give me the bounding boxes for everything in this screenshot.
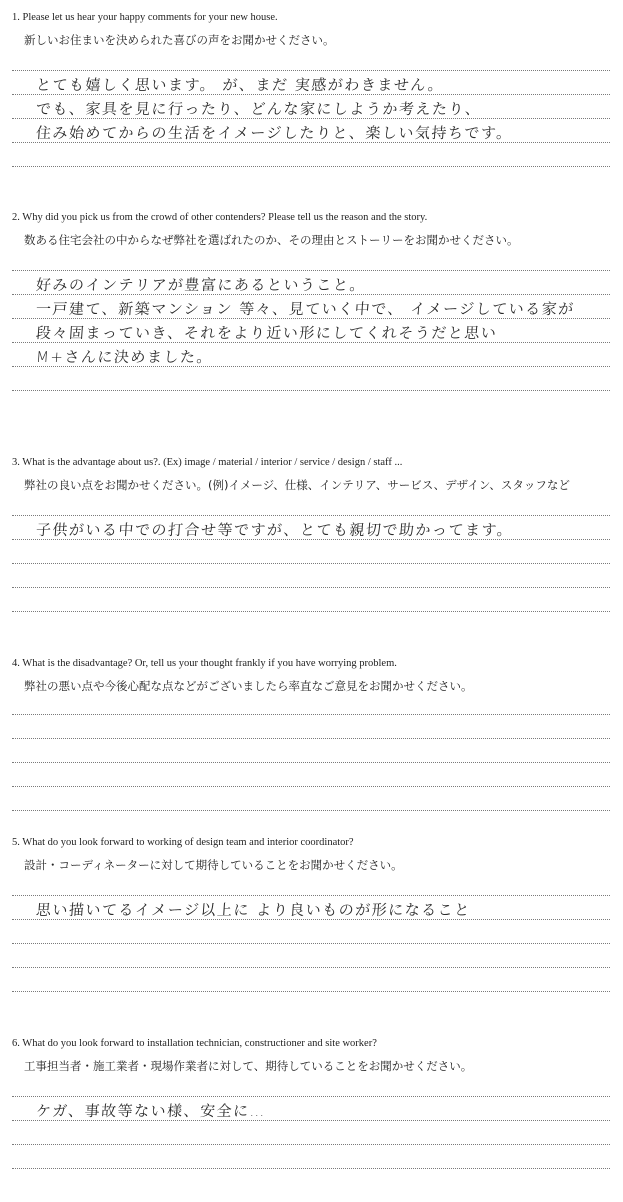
- answer-line: [12, 118, 610, 119]
- question-5-japanese: 設計・コーディネーターに対して期待していることをお聞かせください。: [24, 858, 403, 872]
- answer-line: [12, 366, 610, 367]
- answer-line: [12, 515, 610, 516]
- question-4-english: 4. What is the disadvantage? Or, tell us your thought frankly if you have worrying problem.: [12, 658, 397, 669]
- answer-3-line-1: 子供がいる中での打合せ等ですが、とても親切で助かってます。: [35, 521, 514, 539]
- answer-line: [12, 1096, 610, 1097]
- answer-line: [12, 270, 610, 271]
- question-5-english: 5. What do you look forward to working of design team and interior coordinator?: [12, 837, 354, 848]
- question-section-5: [0, 825, 623, 1015]
- answer-line: [12, 943, 610, 944]
- answer-line: [12, 786, 610, 787]
- question-1-english: 1. Please let us hear your happy comments for your new house.: [12, 12, 278, 23]
- answer-line: [12, 563, 610, 564]
- question-3-japanese: 弊社の良い点をお聞かせください。(例)イメージ、仕様、インテリア、サービス、デザイン、スタッフなど: [24, 478, 570, 492]
- answer-1-line-2: でも、家具を見に行ったり、どんな家にしようか考えたり、: [35, 100, 483, 118]
- answer-line: [12, 142, 610, 143]
- answer-5-line-1: 思い描いてるイメージ以上に より良いものが形になること: [35, 901, 472, 919]
- question-2-japanese: 数ある住宅会社の中からなぜ弊社を選ばれたのか、その理由とストーリーをお聞かせください。: [24, 233, 519, 247]
- answer-line: [12, 390, 610, 391]
- question-section-3: [0, 445, 623, 635]
- answer-line: [12, 1120, 610, 1121]
- question-6-japanese: 工事担当者・施工業者・現場作業者に対して、期待していることをお聞かせください。: [24, 1059, 473, 1073]
- answer-line: [12, 1168, 610, 1169]
- answer-line: [12, 342, 610, 343]
- answer-line: [12, 919, 610, 920]
- answer-line: [12, 991, 610, 992]
- answer-line: [12, 70, 610, 71]
- answer-line: [12, 587, 610, 588]
- answer-line: [12, 294, 610, 295]
- question-section-4: [0, 650, 623, 830]
- question-6-english: 6. What do you look forward to installation technician, constructioner and site worker?: [12, 1038, 377, 1049]
- answer-2-line-4: M+さんに決めました。: [35, 348, 214, 366]
- question-section-6: [0, 1030, 623, 1202]
- answer-line: [12, 895, 610, 896]
- answer-line: [12, 762, 610, 763]
- answer-line: [12, 738, 610, 739]
- answer-line: [12, 94, 610, 95]
- answer-2-line-2: 一戸建て、新築マンション 等々、見ていく中で、 イメージしている家が: [35, 300, 576, 318]
- answer-line: [12, 539, 610, 540]
- answer-6-line-1: ケガ、事故等ない様、安全に…: [35, 1102, 267, 1120]
- answer-line: [12, 1144, 610, 1145]
- answer-line: [12, 967, 610, 968]
- answer-line: [12, 714, 610, 715]
- question-section-1: [0, 0, 623, 190]
- answer-line: [12, 166, 610, 167]
- answer-1-line-3: 住み始めてからの生活をイメージしたりと、楽しい気持ちです。: [35, 124, 514, 142]
- answer-2-line-1: 好みのインテリアが豊富にあるということ。: [35, 276, 367, 294]
- question-1-japanese: 新しいお住まいを決められた喜びの声をお聞かせください。: [24, 33, 335, 47]
- question-section-2: [0, 200, 623, 400]
- answer-line: [12, 810, 610, 811]
- answer-line: [12, 611, 610, 612]
- question-4-japanese: 弊社の悪い点や今後心配な点などがございましたら率直なご意見をお聞かせください。: [24, 679, 473, 693]
- answer-line: [12, 318, 610, 319]
- answer-2-line-3: 段々固まっていき、それをより近い形にしてくれそうだと思い: [35, 324, 499, 342]
- question-3-english: 3. What is the advantage about us?. (Ex) image / material / interior / service / design / staff ...: [12, 457, 403, 468]
- question-2-english: 2. Why did you pick us from the crowd of other contenders? Please tell us the reason and the story.: [12, 212, 428, 223]
- answer-1-line-1: とても嬉しく思います。 が、まだ 実感がわきません。: [35, 76, 445, 94]
